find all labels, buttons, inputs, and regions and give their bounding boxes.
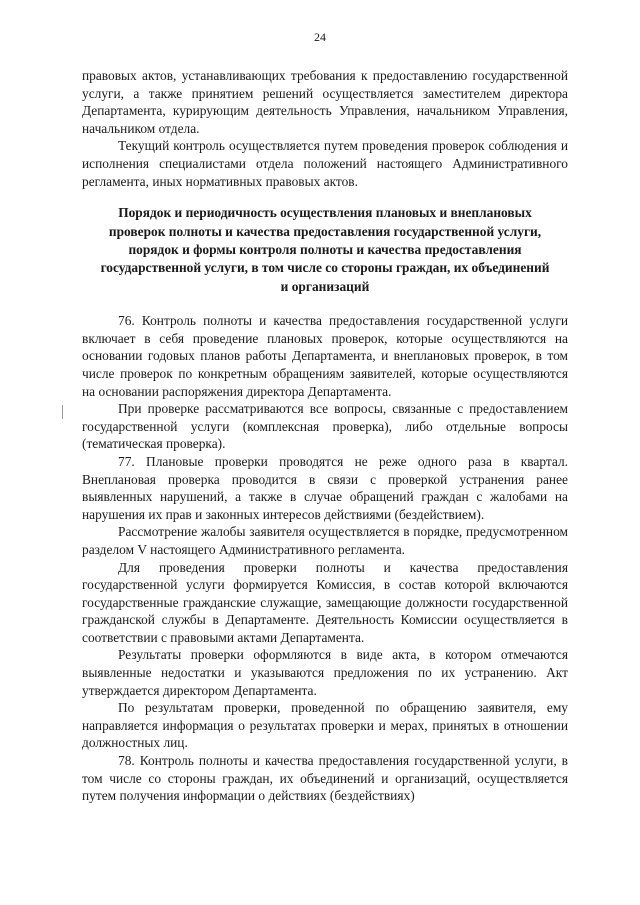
paragraph-77: 77. Плановые проверки проводятся не реже одного раза в квартал. Внеплановая проверка проводится в связи с проверкой устранения ранее выявленных нарушений, а также в случае обращений граждан с жалобами на нарушения их прав и законных интересов действиями (бездействием). — [82, 453, 568, 522]
paragraph-current-control: Текущий контроль осуществляется путем проведения проверок соблюдения и исполнения специалистами отдела положений настоящего Административного регламента, иных нормативных правовых актов. — [82, 138, 568, 189]
paragraph-76: 76. Контроль полноты и качества предоставления государственной услуги включает в себя проведение плановых проверок, которые осуществляются на основании годовых планов работы Департамента, и внеплановых проверок, в том числе проверок по конкретным обращениям заявителей, которые осуществляются на основании распоряжения директора Департамента. — [82, 313, 568, 399]
document-body — [82, 67, 568, 805]
paragraph-commission: Для проведения проверки полноты и качества предоставления государственной услуги формируется Комиссия, в состав которой включаются государственные гражданские служащие, замещающие должности государственной гражданской службы в Департаменте. Деятельность Комиссии осуществляется в соответствии с правовыми актами Департамента. — [82, 559, 568, 645]
section-heading: Порядок и периодичность осуществления плановых и внеплановых проверок полноты и качества предоставления государственной услуги, порядок и формы контроля полноты и качества предоставления государственной услуги, в том числе со стороны граждан, их объединений и организаций — [100, 205, 550, 294]
scan-edge-mark — [62, 405, 63, 419]
paragraph-inspection-results: Результаты проверки оформляются в виде акта, в котором отмечаются выявленные недостатки и указываются предложения по их устранению. Акт утверждается директором Департамента. — [82, 647, 568, 698]
page-number: 24 — [314, 30, 326, 44]
paragraph-applicant-notice: По результатам проверки, проведенной по обращению заявителя, ему направляется информация о результатах проверки и мерах, принятых в отношении должностных лиц. — [82, 700, 568, 751]
paragraph-complaint-review: Рассмотрение жалобы заявителя осуществляется в порядке, предусмотренном разделом V настоящего Административного регламента. — [82, 524, 568, 557]
paragraph-78: 78. Контроль полноты и качества предоставления государственной услуги, в том числе со стороны граждан, их объединений и организаций, осуществляется путем получения информации о действиях (бездействиях) — [82, 753, 568, 804]
paragraph-continuation: правовых актов, устанавливающих требования к предоставлению государственной услуги, а также принятием решений осуществляется заместителем директора Департамента, курирующим деятельность Управления, начальником Управления, начальником отдела. — [82, 68, 568, 136]
paragraph-inspection-scope: При проверке рассматриваются все вопросы, связанные с предоставлением государственной услуги (комплексная проверка), либо отдельные вопросы (тематическая проверка). — [82, 401, 568, 452]
